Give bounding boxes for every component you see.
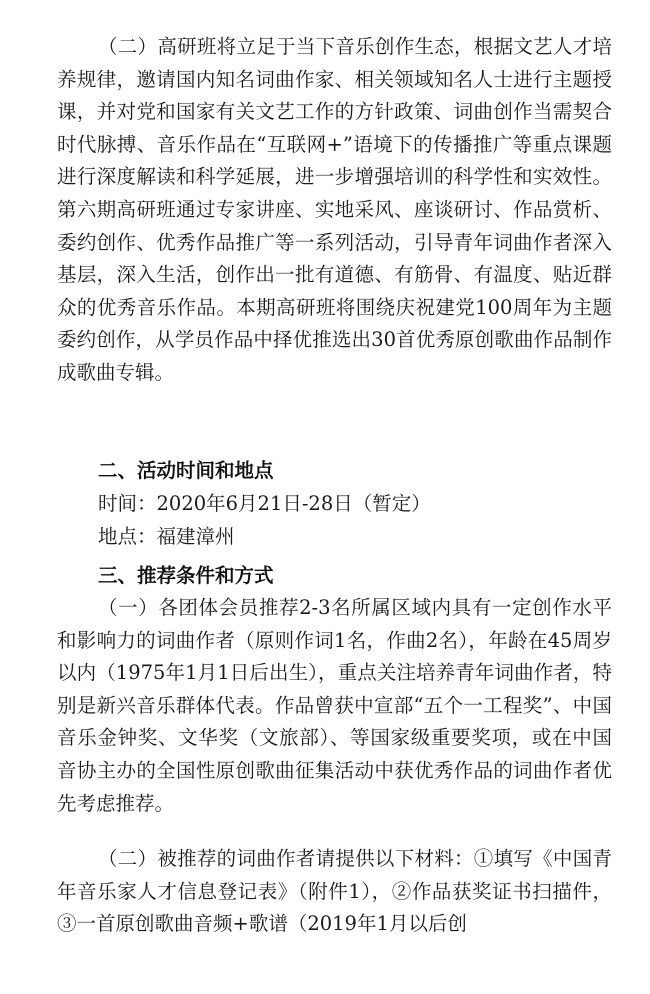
paragraph-seminar-description: （二）高研班将立足于当下音乐创作生态，根据文艺人才培养规律，邀请国内知名词曲作家、相关领域知名人士进行主题授课，并对党和国家有关文艺工作的方针政策、词曲创作当需契合时代脉搏、音乐作品在“互联网+”语境下的传播推广等重点课题进行深度解读和科学延展，进一步增强培训的科学性和实效性。第六期高研班通过专家讲座、实地采风、座谈研讨、作品赏析、委约创作、优秀作品推广等一系列活动，引导青年词曲作者深入基层，深入生活，创作出一批有道德、有筋骨、有温度、贴近群众的优秀音乐作品。本期高研班将围绕庆祝建党100周年为主题委约创作，从学员作品中择优推选出30首优秀原创歌曲作品制作成歌曲专辑。 xyxy=(57,35,612,384)
paragraph-recommendation-conditions: （一）各团体会员推荐2-3名所属区域内具有一定创作水平和影响力的词曲作者（原则作词1名，作曲2名），年龄在45周岁以内（1975年1月1日后出生），重点关注培养青年词曲作者，特别是新兴音乐群体代表。作品曾获中宣部“五个一工程奖”、中国音乐金钟奖、文华奖（文旅部）、等国家级重要奖项，或在中国音协主办的全国性原创歌曲征集活动中获优秀作品的词曲作者优先考虑推荐。 xyxy=(57,596,612,815)
page-number-mark xyxy=(320,982,330,986)
event-place: 地点：福建漳州 xyxy=(98,525,235,548)
paragraph-required-materials: （二）被推荐的词曲作者请提供以下材料：①填写《中国青年音乐家人才信息登记表》（附件1），②作品获奖证书扫描件，③一首原创歌曲音频+歌谱（2019年1月以后创 xyxy=(57,847,612,936)
section-heading-time-place: 二、活动时间和地点 xyxy=(98,459,274,482)
section-heading-recommendation: 三、推荐条件和方式 xyxy=(98,564,274,587)
event-time: 时间：2020年6月21日-28日（暂定） xyxy=(98,492,431,515)
